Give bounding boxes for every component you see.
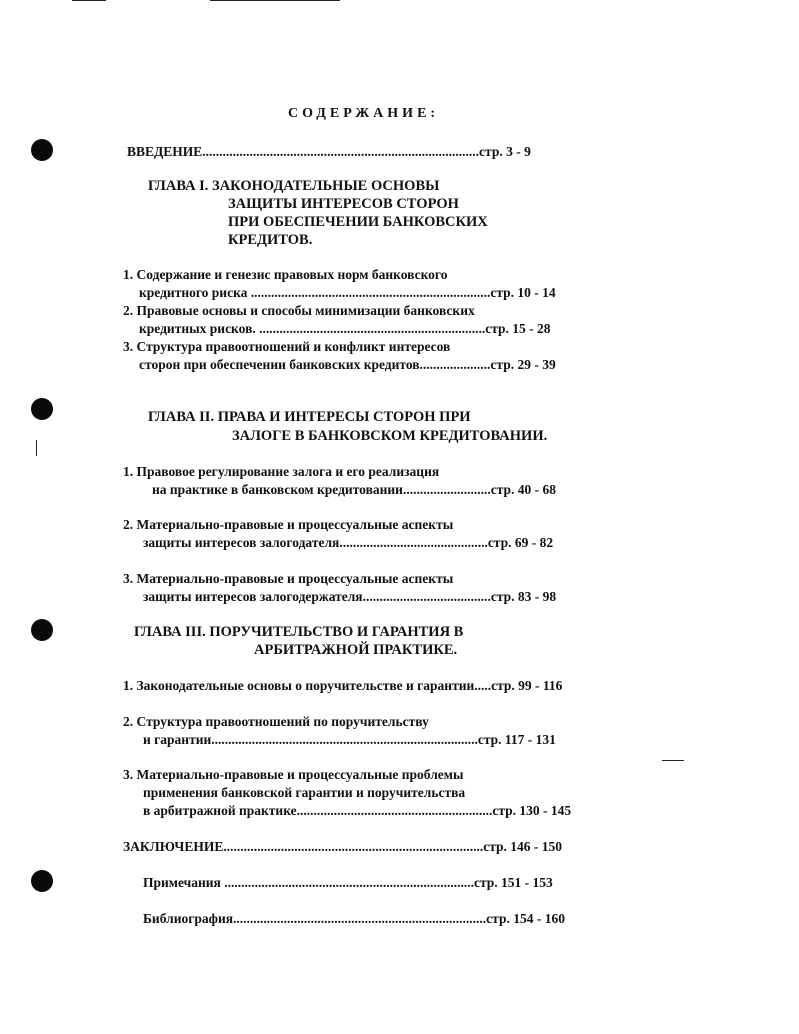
toc-item: в арбитражной практике..........................................................стр. 130 - 145 [143, 803, 572, 818]
binder-hole [31, 398, 53, 420]
toc-item: 1. Правовое регулирование залога и его реализация [123, 464, 440, 479]
toc-item: 3. Структура правоотношений и конфликт интересов [123, 339, 451, 354]
toc-item: 1. Законодательные основы о поручительстве и гарантии.....стр. 99 - 116 [123, 678, 563, 693]
toc-item: 2. Правовые основы и способы минимизации банковских [123, 303, 475, 318]
toc-item: 2. Материально-правовые и процессуальные аспекты [123, 517, 454, 532]
chapter-heading: КРЕДИТОВ. [228, 232, 313, 248]
chapter-heading: ГЛАВА III. ПОРУЧИТЕЛЬСТВО И ГАРАНТИЯ В [134, 624, 464, 640]
toc-item: защиты интересов залогодателя............................................стр. 69 - 82 [143, 535, 554, 550]
toc-item: защиты интересов залогодержателя......................................стр. 83 - 98 [143, 589, 557, 604]
toc-conclusion: ЗАКЛЮЧЕНИЕ.............................................................................стр. 146 - 150 [123, 839, 562, 854]
scan-mark [36, 440, 37, 456]
binder-hole [31, 870, 53, 892]
scan-mark [210, 0, 340, 1]
toc-introduction: ВВЕДЕНИЕ..................................................................................стр. 3 - 9 [127, 144, 531, 159]
scan-mark [72, 0, 106, 1]
page-title: СОДЕРЖАНИЕ: [288, 106, 440, 121]
toc-item: кредитных рисков. ...................................................................стр. 15 - 28 [139, 321, 551, 336]
binder-hole [31, 139, 53, 161]
binder-hole [31, 619, 53, 641]
toc-item: применения банковской гарантии и поручительства [143, 785, 466, 800]
toc-item: 3. Материально-правовые и процессуальные аспекты [123, 571, 454, 586]
toc-bibliography: Библиография...........................................................................стр. 154 - 160 [143, 911, 565, 926]
scan-mark [662, 760, 684, 761]
toc-item: 2. Структура правоотношений по поручительству [123, 714, 429, 729]
toc-item: и гарантии...............................................................................стр. 117 - 131 [143, 732, 556, 747]
chapter-heading: ПРИ ОБЕСПЕЧЕНИИ БАНКОВСКИХ [228, 214, 488, 230]
toc-notes: Примечания ..........................................................................стр. 151 - 153 [143, 875, 553, 890]
chapter-heading: ГЛАВА I. ЗАКОНОДАТЕЛЬНЫЕ ОСНОВЫ [148, 178, 440, 194]
toc-item: 1. Содержание и генезис правовых норм банковского [123, 267, 448, 282]
chapter-heading: ЗАЛОГЕ В БАНКОВСКОМ КРЕДИТОВАНИИ. [232, 428, 548, 444]
chapter-heading: ЗАЩИТЫ ИНТЕРЕСОВ СТОРОН [228, 196, 459, 212]
toc-item: кредитного риска .......................................................................стр. 10 - 14 [139, 285, 556, 300]
toc-item: 3. Материально-правовые и процессуальные проблемы [123, 767, 464, 782]
toc-item: на практике в банковском кредитовании..........................стр. 40 - 68 [152, 482, 556, 497]
toc-item: сторон при обеспечении банковских кредитов.....................стр. 29 - 39 [139, 357, 556, 372]
chapter-heading: ГЛАВА II. ПРАВА И ИНТЕРЕСЫ СТОРОН ПРИ [148, 409, 471, 425]
chapter-heading: АРБИТРАЖНОЙ ПРАКТИКЕ. [254, 642, 458, 658]
